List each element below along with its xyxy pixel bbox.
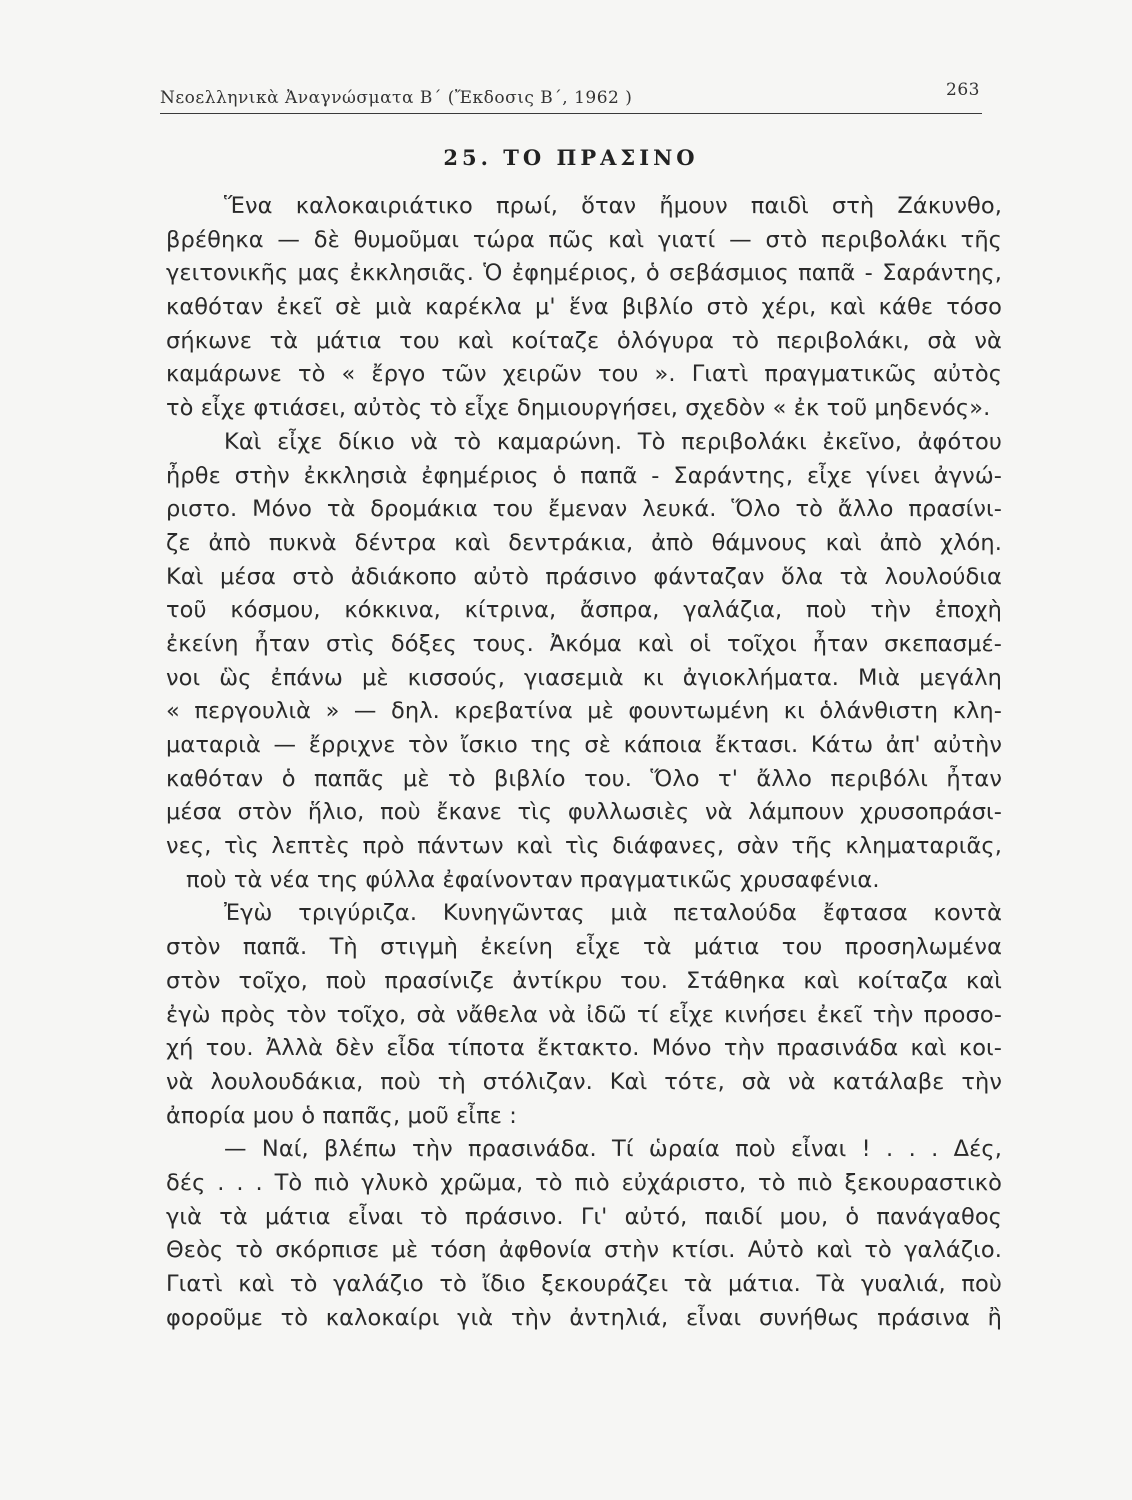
text-line: Γιατὶ καὶ τὸ γαλάζιο τὸ ἴδιο ξεκουράζει τὰ μάτια. Τὰ γυαλιά, ποὺ: [166, 1271, 1002, 1297]
text-line: Καὶ μέσα στὸ ἀδιάκοπο αὐτὸ πράσινο φάνταζαν ὅλα τὰ λουλούδια: [166, 563, 1002, 590]
text-line: Ἐγὼ τριγύριζα. Κυνηγῶντας μιὰ πεταλούδα ἔφτασα κοντὰ: [224, 900, 1002, 927]
text-line: δές . . . Τὸ πιὸ γλυκὸ χρῶμα, τὸ πιὸ εὐχάριστο, τὸ πιὸ ξεκουραστικὸ: [166, 1169, 1002, 1196]
text-line: Ἕνα καλοκαιριάτικο πρωί, ὅταν ἤμουν παιδὶ στὴ Ζάκυνθο,: [224, 193, 1002, 219]
text-line: στὸν τοῖχο, ποὺ πρασίνιζε ἀντίκρυ του. Στάθηκα καὶ κοίταζα καὶ: [166, 967, 1002, 994]
text-line: Θεὸς τὸ σκόρπισε μὲ τόση ἀφθονία στὴν κτίσι. Αὐτὸ καὶ τὸ γαλάζιο.: [166, 1237, 1002, 1264]
chapter-title: 25. ΤΟ ΠΡΑΣΙΝΟ: [443, 145, 699, 170]
text-line: γειτονικῆς μας ἐκκλησιᾶς. Ὁ ἐφημέριος, ὁ σεβάσμιος παπᾶ - Σαράντης,: [166, 260, 1002, 287]
text-line: μέσα στὸν ἥλιο, ποὺ ἔκανε τὶς φυλλωσιὲς νὰ λάμπουν χρυσοπράσι-: [166, 799, 1002, 826]
running-header: [160, 80, 980, 114]
text-line: χή του. Ἀλλὰ δὲν εἶδα τίποτα ἔκτακτο. Μόνο τὴν πρασινάδα καὶ κοι-: [166, 1035, 1002, 1062]
page-number: 263: [946, 80, 980, 100]
text-line: ἐγὼ πρὸς τὸν τοῖχο, σὰ νἄθελα νὰ ἰδῶ τί εἶχε κινήσει ἐκεῖ τὴν προσο-: [166, 1001, 1002, 1028]
text-line: γιὰ τὰ μάτια εἶναι τὸ πράσινο. Γι' αὐτό, παιδί μου, ὁ πανάγαθος: [166, 1203, 1002, 1230]
text-line: « περγουλιὰ » — δηλ. κρεβατίνα μὲ φουντωμένη κι ὁλάνθιστη κλη-: [166, 698, 1002, 725]
text-line: καθόταν ἐκεῖ σὲ μιὰ καρέκλα μ' ἕνα βιβλίο στὸ χέρι, καὶ κάθε τόσο: [166, 294, 1002, 321]
text-line: ἐκείνη ἦταν στὶς δόξες τους. Ἀκόμα καὶ οἱ τοῖχοι ἦταν σκεπασμέ-: [166, 630, 1002, 657]
text-line: τὸ εἶχε φτιάσει, αὐτὸς τὸ εἶχε δημιουργήσει, σχεδὸν « ἐκ τοῦ μηδενός».: [166, 395, 991, 422]
text-line: σήκωνε τὰ μάτια του καὶ κοίταζε ὁλόγυρα τὸ περιβολάκι, σὰ νὰ: [166, 327, 1002, 354]
running-title: Νεοελληνικὰ Ἀναγνώσματα Β΄ (Ἔκδοσις Β΄, 1962 ): [160, 88, 633, 108]
text-line: Καὶ εἶχε δίκιο νὰ τὸ καμαρώνη. Τὸ περιβολάκι ἐκεῖνο, ἀφότου: [224, 428, 1002, 455]
text-line: νὰ λουλουδάκια, ποὺ τὴ στόλιζαν. Καὶ τότε, σὰ νὰ κατάλαβε τὴν: [166, 1068, 1002, 1095]
text-line: νες, τὶς λεπτὲς πρὸ πάντων καὶ τὶς διάφανες, σὰν τῆς κληματαριᾶς,: [166, 833, 1002, 860]
text-line: ἀπορία μου ὁ παπᾶς, μοῦ εἶπε :: [166, 1102, 517, 1129]
text-line: τοῦ κόσμου, κόκκινα, κίτρινα, ἄσπρα, γαλάζια, ποὺ τὴν ἐποχὴ: [166, 597, 1002, 624]
text-line: στὸν παπᾶ. Τὴ στιγμὴ ἐκείνη εἶχε τὰ μάτια του προσηλωμένα: [166, 934, 1002, 961]
text-line: — Ναί, βλέπω τὴν πρασινάδα. Τί ὡραία ποὺ εἶναι ! . . . Δές,: [224, 1136, 1002, 1163]
text-line: ἦρθε στὴν ἐκκλησιὰ ἐφημέριος ὁ παπᾶ - Σαράντης, εἶχε γίνει ἀγνώ-: [166, 462, 1002, 489]
text-line: ριστο. Μόνο τὰ δρομάκια του ἔμεναν λευκά. Ὅλο τὸ ἄλλο πρασίνι-: [166, 496, 1002, 523]
text-line: ματαριὰ — ἔρριχνε τὸν ἴσκιο της σὲ κάποια ἔκτασι. Κάτω ἀπ' αὐτὴν: [166, 732, 1002, 758]
text-line: ζε ἀπὸ πυκνὰ δέντρα καὶ δεντράκια, ἀπὸ θάμνους καὶ ἀπὸ χλόη.: [166, 529, 1002, 556]
text-line: καθόταν ὁ παπᾶς μὲ τὸ βιβλίο του. Ὅλο τ' ἄλλο περιβόλι ἦταν: [166, 765, 1002, 792]
text-line: φοροῦμε τὸ καλοκαίρι γιὰ τὴν ἀντηλιά, εἶναι συνήθως πράσινα ἢ: [166, 1304, 1002, 1331]
body-text: [166, 190, 1002, 1335]
text-line: νοι ὣς ἐπάνω μὲ κισσούς, γιασεμιὰ κι ἀγιοκλήματα. Μιὰ μεγάλη: [166, 664, 1002, 691]
header-rule: [160, 113, 982, 114]
text-line: ποὺ τὰ νέα της φύλλα ἐφαίνονταν πραγματικῶς χρυσαφένια.: [186, 866, 880, 893]
text-line: καμάρωνε τὸ « ἔργο τῶν χειρῶν του ». Γιατὶ πραγματικῶς αὐτὸς: [166, 361, 1002, 388]
text-line: βρέθηκα — δὲ θυμοῦμαι τώρα πῶς καὶ γιατί — στὸ περιβολάκι τῆς: [166, 226, 1002, 253]
